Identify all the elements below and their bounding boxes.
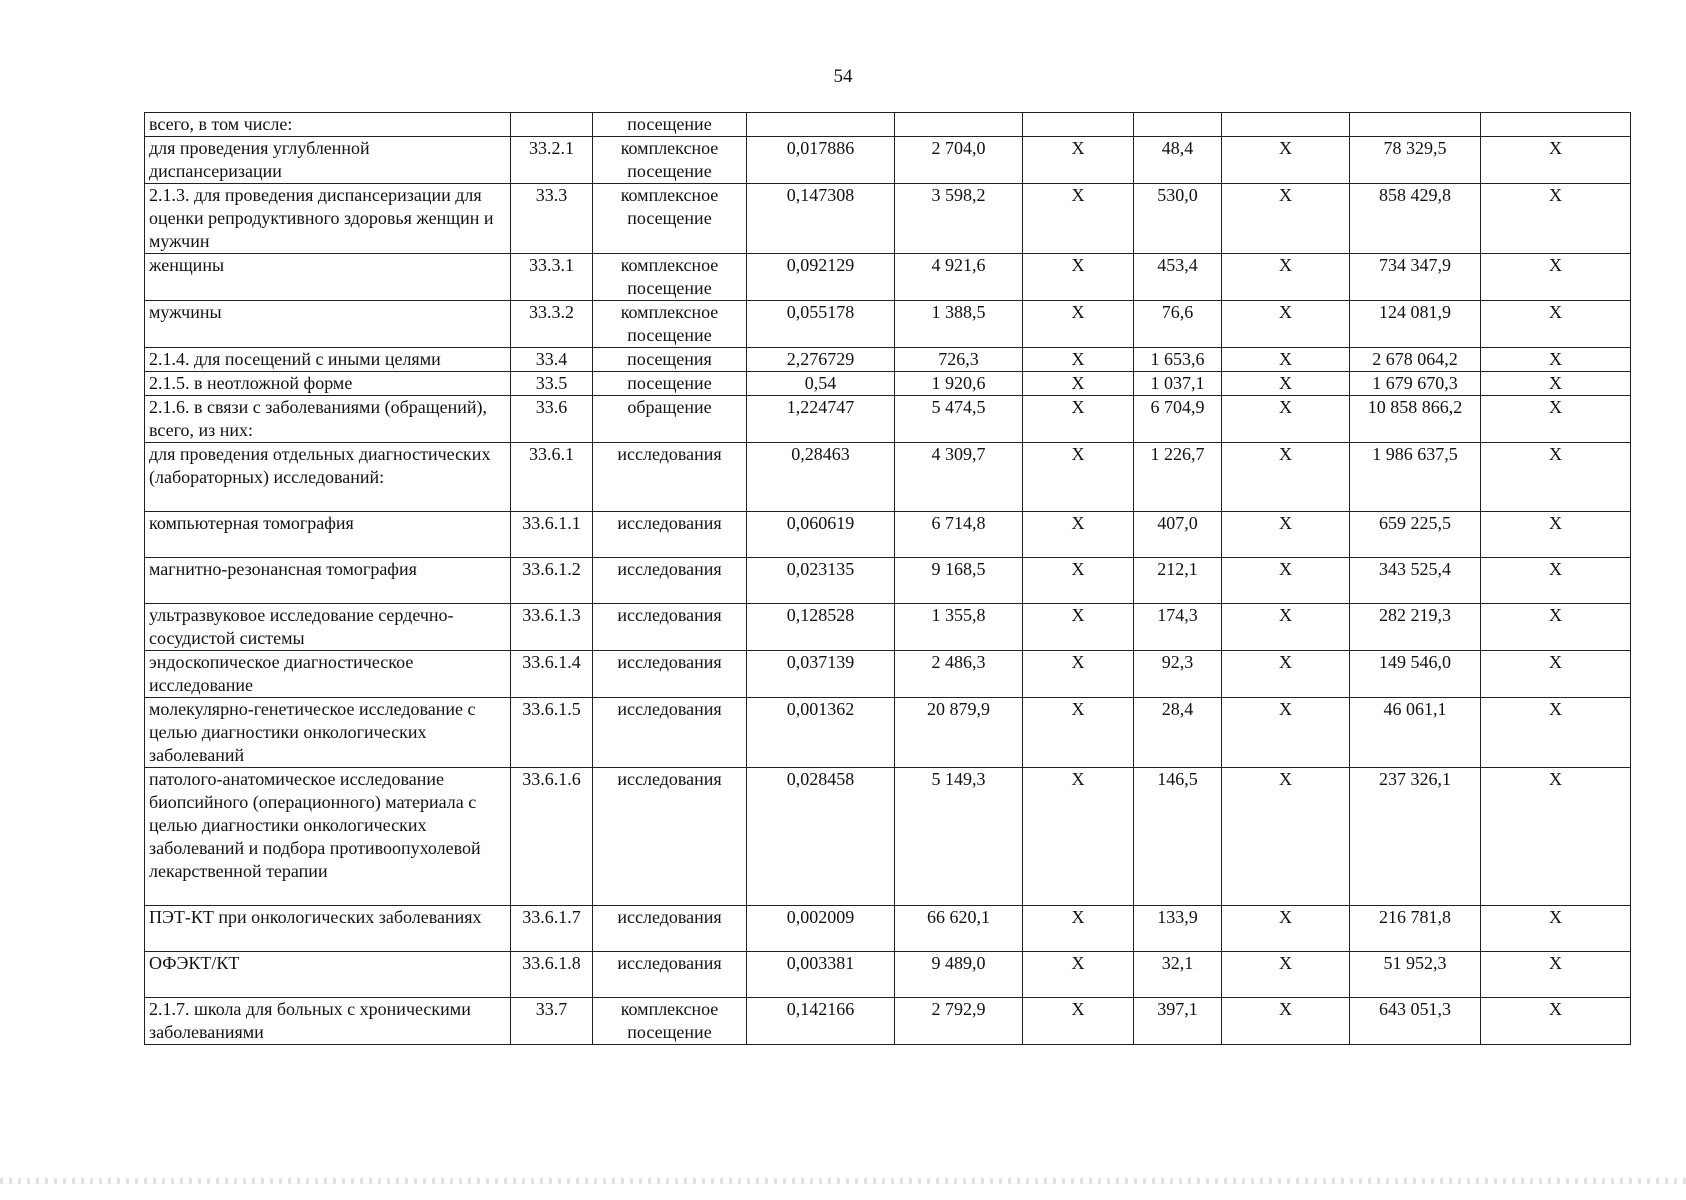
row-mark-3: X [1481, 301, 1631, 348]
row-cost: 9 168,5 [895, 558, 1023, 604]
row-name: всего, в том числе: [145, 113, 511, 137]
row-unit: посещения [593, 348, 747, 372]
row-coefficient: 0,002009 [747, 906, 895, 952]
row-cost: 726,3 [895, 348, 1023, 372]
row-cost: 3 598,2 [895, 184, 1023, 254]
row-name: ультразвуковое исследование сердечно-сосудистой системы [145, 604, 511, 651]
row-code: 33.6.1.1 [511, 512, 593, 558]
row-mark-2: X [1222, 254, 1350, 301]
table-row [145, 184, 1631, 254]
row-unit: комплексное посещение [593, 254, 747, 301]
row-mark-3: X [1481, 443, 1631, 512]
row-total: 2 678 064,2 [1350, 348, 1481, 372]
table-row [145, 301, 1631, 348]
row-mark-2: X [1222, 348, 1350, 372]
row-coefficient: 0,037139 [747, 651, 895, 698]
row-name: 2.1.6. в связи с заболеваниями (обращений), всего, из них: [145, 396, 511, 443]
row-mark-3: X [1481, 952, 1631, 998]
table-row [145, 651, 1631, 698]
row-name: 2.1.3. для проведения диспансеризации для оценки репродуктивного здоровья женщин и мужчин [145, 184, 511, 254]
row-mark-3: X [1481, 698, 1631, 768]
table-row [145, 906, 1631, 952]
row-mark-3: X [1481, 137, 1631, 184]
table-row [145, 512, 1631, 558]
row-mark-3: X [1481, 906, 1631, 952]
table-row [145, 372, 1631, 396]
row-coefficient: 0,147308 [747, 184, 895, 254]
table-row [145, 254, 1631, 301]
row-cost: 1 920,6 [895, 372, 1023, 396]
row-coefficient: 2,276729 [747, 348, 895, 372]
row-cost: 5 149,3 [895, 768, 1023, 906]
row-code [511, 113, 593, 137]
row-cost: 2 792,9 [895, 998, 1023, 1045]
row-amount: 1 226,7 [1134, 443, 1222, 512]
scan-noise [0, 1178, 1686, 1184]
row-amount: 174,3 [1134, 604, 1222, 651]
table-body [145, 113, 1631, 1045]
row-mark-3: X [1481, 184, 1631, 254]
row-name: женщины [145, 254, 511, 301]
row-unit: комплексное посещение [593, 184, 747, 254]
row-mark-1: X [1023, 348, 1134, 372]
row-mark-1: X [1023, 998, 1134, 1045]
row-mark-3: X [1481, 372, 1631, 396]
row-coefficient [747, 113, 895, 137]
table-row [145, 348, 1631, 372]
row-cost: 2 486,3 [895, 651, 1023, 698]
row-unit: исследования [593, 952, 747, 998]
row-mark-1 [1023, 113, 1134, 137]
row-name: ОФЭКТ/КТ [145, 952, 511, 998]
row-name: патолого-анатомическое исследование биопсийного (операционного) материала с целью диагностики онкологических заболеваний и подбора противоопухолевой лекарственной терапии [145, 768, 511, 906]
row-cost: 1 388,5 [895, 301, 1023, 348]
row-unit: исследования [593, 651, 747, 698]
row-mark-2: X [1222, 768, 1350, 906]
row-mark-1: X [1023, 301, 1134, 348]
row-total: 1 679 670,3 [1350, 372, 1481, 396]
row-code: 33.6.1.5 [511, 698, 593, 768]
row-amount: 133,9 [1134, 906, 1222, 952]
row-unit: исследования [593, 443, 747, 512]
row-mark-2: X [1222, 558, 1350, 604]
table-row [145, 604, 1631, 651]
row-unit: исследования [593, 768, 747, 906]
row-mark-2: X [1222, 604, 1350, 651]
table-row [145, 137, 1631, 184]
row-coefficient: 0,128528 [747, 604, 895, 651]
row-name: ПЭТ-КТ при онкологических заболеваниях [145, 906, 511, 952]
table-row [145, 443, 1631, 512]
row-mark-3: X [1481, 651, 1631, 698]
row-mark-1: X [1023, 651, 1134, 698]
row-mark-2: X [1222, 998, 1350, 1045]
row-mark-2: X [1222, 443, 1350, 512]
row-mark-2 [1222, 113, 1350, 137]
row-amount: 28,4 [1134, 698, 1222, 768]
row-cost: 4 309,7 [895, 443, 1023, 512]
row-name: 2.1.5. в неотложной форме [145, 372, 511, 396]
row-unit: комплексное посещение [593, 137, 747, 184]
row-total: 858 429,8 [1350, 184, 1481, 254]
row-coefficient: 0,055178 [747, 301, 895, 348]
row-mark-2: X [1222, 184, 1350, 254]
row-cost: 4 921,6 [895, 254, 1023, 301]
row-amount: 146,5 [1134, 768, 1222, 906]
row-total: 282 219,3 [1350, 604, 1481, 651]
page-number: 54 [833, 66, 853, 87]
row-total: 149 546,0 [1350, 651, 1481, 698]
row-mark-3 [1481, 113, 1631, 137]
row-code: 33.2.1 [511, 137, 593, 184]
row-coefficient: 0,017886 [747, 137, 895, 184]
table-row [145, 113, 1631, 137]
row-amount: 6 704,9 [1134, 396, 1222, 443]
row-total: 46 061,1 [1350, 698, 1481, 768]
row-mark-1: X [1023, 906, 1134, 952]
row-amount: 1 037,1 [1134, 372, 1222, 396]
row-name: эндоскопическое диагностическое исследование [145, 651, 511, 698]
row-name: для проведения отдельных диагностических (лабораторных) исследований: [145, 443, 511, 512]
row-amount: 76,6 [1134, 301, 1222, 348]
row-coefficient: 0,001362 [747, 698, 895, 768]
row-total: 1 986 637,5 [1350, 443, 1481, 512]
row-total [1350, 113, 1481, 137]
row-mark-1: X [1023, 137, 1134, 184]
table-row [145, 558, 1631, 604]
row-mark-1: X [1023, 184, 1134, 254]
row-amount: 530,0 [1134, 184, 1222, 254]
row-mark-3: X [1481, 396, 1631, 443]
row-mark-2: X [1222, 396, 1350, 443]
row-name: для проведения углубленной диспансеризации [145, 137, 511, 184]
row-unit: посещение [593, 113, 747, 137]
row-cost: 5 474,5 [895, 396, 1023, 443]
data-table [144, 112, 1631, 1045]
row-name: мужчины [145, 301, 511, 348]
row-cost: 66 620,1 [895, 906, 1023, 952]
row-total: 10 858 866,2 [1350, 396, 1481, 443]
row-mark-3: X [1481, 254, 1631, 301]
row-code: 33.6.1.8 [511, 952, 593, 998]
row-mark-3: X [1481, 768, 1631, 906]
row-name: 2.1.7. школа для больных с хроническими заболеваниями [145, 998, 511, 1045]
row-coefficient: 0,142166 [747, 998, 895, 1045]
row-mark-2: X [1222, 906, 1350, 952]
row-code: 33.3 [511, 184, 593, 254]
row-coefficient: 0,54 [747, 372, 895, 396]
row-coefficient: 0,023135 [747, 558, 895, 604]
row-mark-1: X [1023, 768, 1134, 906]
row-total: 124 081,9 [1350, 301, 1481, 348]
row-unit: комплексное посещение [593, 998, 747, 1045]
row-code: 33.6.1.7 [511, 906, 593, 952]
row-amount: 48,4 [1134, 137, 1222, 184]
table-row [145, 768, 1631, 906]
row-mark-1: X [1023, 604, 1134, 651]
row-code: 33.6.1.4 [511, 651, 593, 698]
row-code: 33.5 [511, 372, 593, 396]
row-total: 343 525,4 [1350, 558, 1481, 604]
row-mark-1: X [1023, 698, 1134, 768]
row-unit: исследования [593, 906, 747, 952]
row-code: 33.6.1.3 [511, 604, 593, 651]
table-row [145, 998, 1631, 1045]
table-row [145, 396, 1631, 443]
row-unit: обращение [593, 396, 747, 443]
row-cost: 1 355,8 [895, 604, 1023, 651]
row-total: 51 952,3 [1350, 952, 1481, 998]
row-mark-2: X [1222, 651, 1350, 698]
row-name: молекулярно-генетическое исследование с целью диагностики онкологических заболеваний [145, 698, 511, 768]
row-code: 33.6.1.6 [511, 768, 593, 906]
row-unit: исследования [593, 698, 747, 768]
row-cost: 6 714,8 [895, 512, 1023, 558]
row-mark-1: X [1023, 372, 1134, 396]
row-amount: 407,0 [1134, 512, 1222, 558]
row-coefficient: 0,003381 [747, 952, 895, 998]
row-mark-3: X [1481, 998, 1631, 1045]
row-mark-2: X [1222, 301, 1350, 348]
row-code: 33.7 [511, 998, 593, 1045]
row-coefficient: 0,28463 [747, 443, 895, 512]
row-code: 33.6 [511, 396, 593, 443]
row-name: магнитно-резонансная томография [145, 558, 511, 604]
row-amount: 453,4 [1134, 254, 1222, 301]
row-mark-3: X [1481, 558, 1631, 604]
row-amount: 1 653,6 [1134, 348, 1222, 372]
row-coefficient: 0,028458 [747, 768, 895, 906]
row-mark-3: X [1481, 604, 1631, 651]
row-mark-1: X [1023, 512, 1134, 558]
row-mark-2: X [1222, 698, 1350, 768]
row-total: 734 347,9 [1350, 254, 1481, 301]
row-code: 33.3.1 [511, 254, 593, 301]
row-coefficient: 1,224747 [747, 396, 895, 443]
row-mark-3: X [1481, 348, 1631, 372]
row-amount [1134, 113, 1222, 137]
row-mark-1: X [1023, 396, 1134, 443]
row-name: 2.1.4. для посещений с иными целями [145, 348, 511, 372]
row-mark-1: X [1023, 254, 1134, 301]
row-mark-2: X [1222, 137, 1350, 184]
row-total: 78 329,5 [1350, 137, 1481, 184]
table-row [145, 698, 1631, 768]
row-code: 33.6.1.2 [511, 558, 593, 604]
row-cost: 9 489,0 [895, 952, 1023, 998]
row-cost [895, 113, 1023, 137]
row-unit: исследования [593, 604, 747, 651]
row-code: 33.3.2 [511, 301, 593, 348]
row-total: 216 781,8 [1350, 906, 1481, 952]
row-coefficient: 0,092129 [747, 254, 895, 301]
row-amount: 212,1 [1134, 558, 1222, 604]
row-total: 659 225,5 [1350, 512, 1481, 558]
row-unit: комплексное посещение [593, 301, 747, 348]
row-amount: 92,3 [1134, 651, 1222, 698]
row-mark-1: X [1023, 558, 1134, 604]
row-coefficient: 0,060619 [747, 512, 895, 558]
row-code: 33.6.1 [511, 443, 593, 512]
row-total: 237 326,1 [1350, 768, 1481, 906]
row-cost: 20 879,9 [895, 698, 1023, 768]
row-mark-3: X [1481, 512, 1631, 558]
row-total: 643 051,3 [1350, 998, 1481, 1045]
row-unit: исследования [593, 558, 747, 604]
row-mark-1: X [1023, 952, 1134, 998]
row-amount: 397,1 [1134, 998, 1222, 1045]
row-mark-1: X [1023, 443, 1134, 512]
row-mark-2: X [1222, 372, 1350, 396]
row-name: компьютерная томография [145, 512, 511, 558]
row-unit: посещение [593, 372, 747, 396]
row-cost: 2 704,0 [895, 137, 1023, 184]
row-code: 33.4 [511, 348, 593, 372]
row-mark-2: X [1222, 512, 1350, 558]
row-mark-2: X [1222, 952, 1350, 998]
row-unit: исследования [593, 512, 747, 558]
row-amount: 32,1 [1134, 952, 1222, 998]
table-row [145, 952, 1631, 998]
